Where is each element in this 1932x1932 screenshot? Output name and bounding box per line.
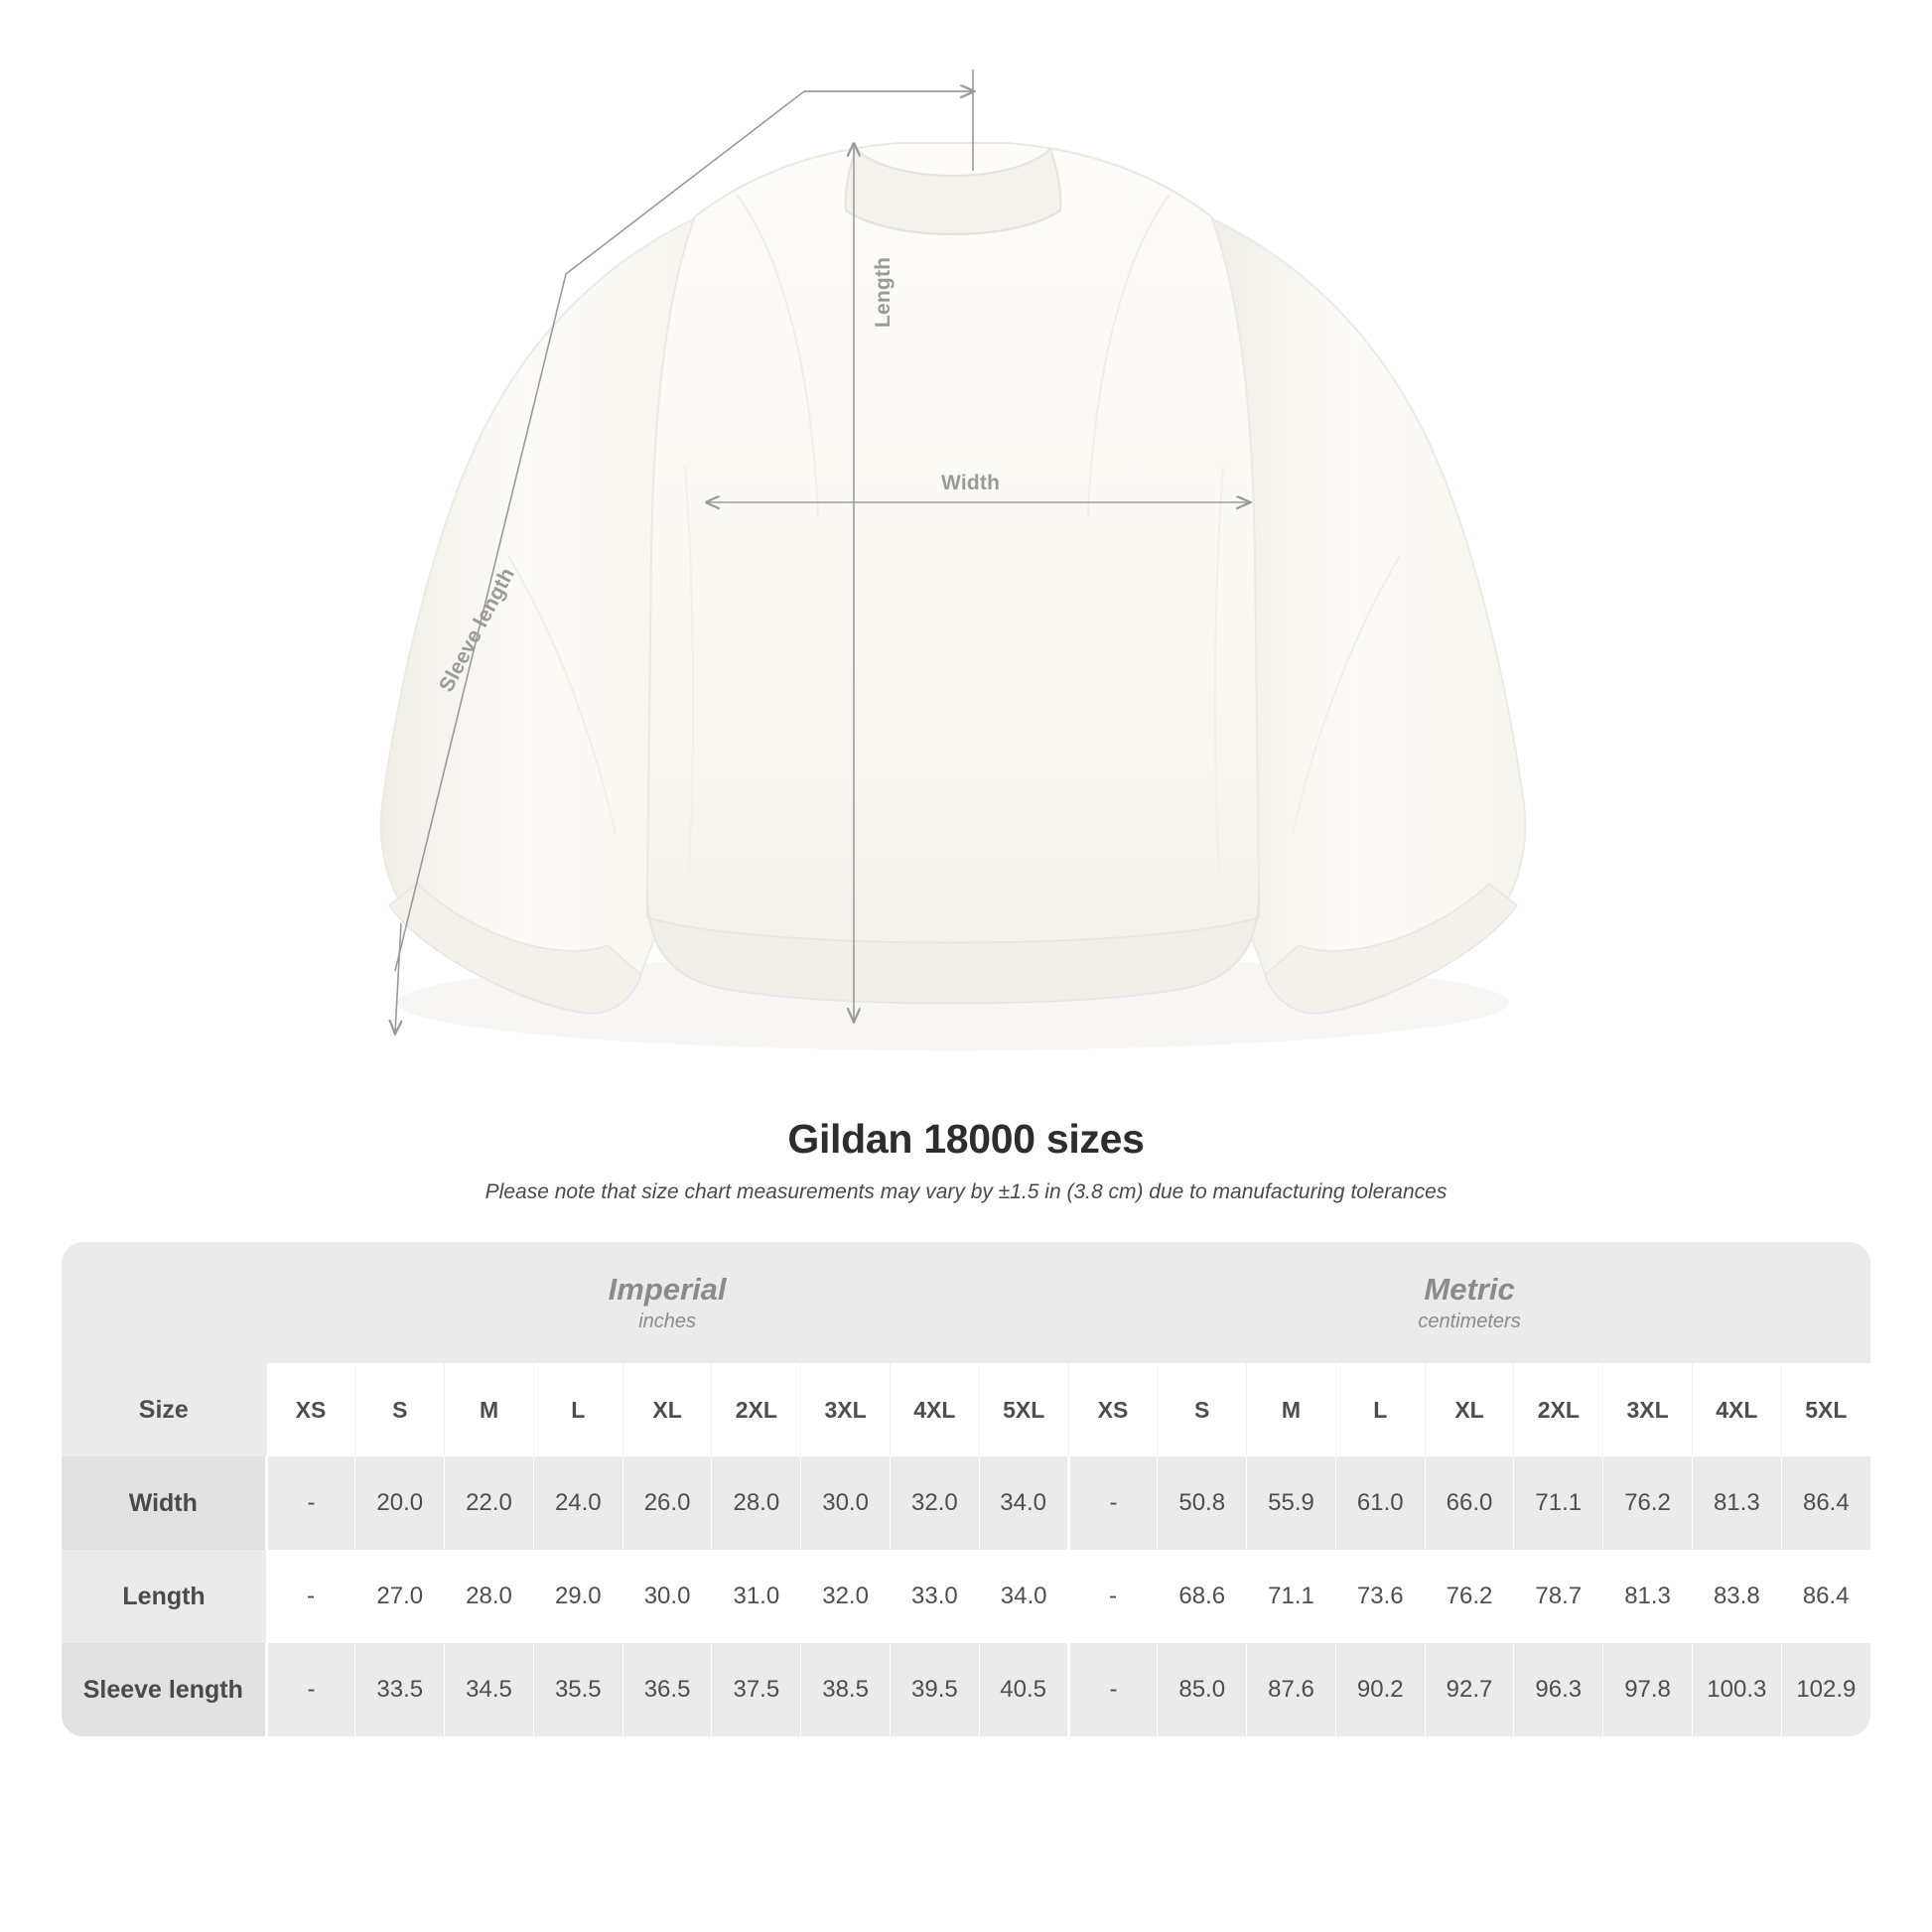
row-label-length: Length (62, 1550, 266, 1643)
size-header-row (62, 1363, 1870, 1456)
cell-length-imperial-xl: 30.0 (622, 1550, 712, 1643)
size-header-metric-4xl: 4XL (1692, 1363, 1781, 1456)
cell-sleeve-imperial-s: 33.5 (355, 1643, 445, 1736)
size-header-imperial-xs: XS (266, 1363, 355, 1456)
cell-width-imperial-xl: 26.0 (622, 1456, 712, 1550)
tolerance-note: Please note that size chart measurements may vary by ±1.5 in (3.8 cm) due to manufacturing tolerances (484, 1180, 1448, 1203)
cell-width-metric-xl: 66.0 (1425, 1456, 1514, 1550)
cell-sleeve-imperial-4xl: 39.5 (890, 1643, 979, 1736)
cell-sleeve-imperial-xs: - (266, 1643, 355, 1736)
row-label-sleeve-length: Sleeve length (62, 1643, 266, 1736)
size-row-label: Size (62, 1363, 266, 1456)
cell-sleeve-metric-xl: 92.7 (1425, 1643, 1514, 1736)
size-header-metric-5xl: 5XL (1781, 1363, 1870, 1456)
cell-length-metric-xs: - (1068, 1550, 1158, 1643)
cell-width-imperial-xs: - (266, 1456, 355, 1550)
cell-length-metric-m: 71.1 (1247, 1550, 1336, 1643)
size-table-container (62, 1242, 1870, 1736)
cell-width-imperial-m: 22.0 (445, 1456, 534, 1550)
cell-sleeve-imperial-2xl: 37.5 (712, 1643, 801, 1736)
size-header-imperial-s: S (355, 1363, 445, 1456)
length-dimension-label: Length (872, 256, 895, 328)
cell-length-metric-xl: 76.2 (1425, 1550, 1514, 1643)
cell-width-imperial-2xl: 28.0 (712, 1456, 801, 1550)
cell-sleeve-imperial-m: 34.5 (445, 1643, 534, 1736)
size-header-metric-s: S (1158, 1363, 1247, 1456)
table-row (62, 1456, 1870, 1550)
cell-sleeve-imperial-l: 35.5 (533, 1643, 622, 1736)
cell-sleeve-metric-4xl: 100.3 (1692, 1643, 1781, 1736)
cell-sleeve-imperial-3xl: 38.5 (801, 1643, 891, 1736)
cell-width-imperial-4xl: 32.0 (890, 1456, 979, 1550)
metric-unit-sub: centimeters (1418, 1311, 1521, 1333)
cell-sleeve-metric-5xl: 102.9 (1781, 1643, 1870, 1736)
cell-length-metric-2xl: 78.7 (1514, 1550, 1603, 1643)
table-row (62, 1550, 1870, 1643)
metric-unit-name: Metric (1424, 1271, 1515, 1307)
unit-header-row (62, 1242, 1870, 1363)
page-title: Gildan 18000 sizes (787, 1116, 1145, 1162)
size-header-imperial-4xl: 4XL (890, 1363, 979, 1456)
cell-length-imperial-3xl: 32.0 (801, 1550, 891, 1643)
cell-width-metric-3xl: 76.2 (1603, 1456, 1693, 1550)
sleeve-length-dimension-label: Sleeve length (435, 564, 520, 696)
imperial-unit-name: Imperial (608, 1271, 727, 1307)
cell-sleeve-imperial-xl: 36.5 (622, 1643, 712, 1736)
cell-width-metric-m: 55.9 (1247, 1456, 1336, 1550)
cell-width-metric-5xl: 86.4 (1781, 1456, 1870, 1550)
cell-width-imperial-5xl: 34.0 (979, 1456, 1068, 1550)
cell-sleeve-metric-xs: - (1068, 1643, 1158, 1736)
cell-width-metric-s: 50.8 (1158, 1456, 1247, 1550)
size-header-imperial-3xl: 3XL (801, 1363, 891, 1456)
cell-length-metric-l: 73.6 (1335, 1550, 1425, 1643)
width-dimension-label: Width (941, 472, 1001, 494)
cell-width-metric-l: 61.0 (1335, 1456, 1425, 1550)
cell-length-metric-5xl: 86.4 (1781, 1550, 1870, 1643)
size-header-metric-2xl: 2XL (1514, 1363, 1603, 1456)
cell-width-metric-xs: - (1068, 1456, 1158, 1550)
cell-sleeve-metric-s: 85.0 (1158, 1643, 1247, 1736)
cell-length-metric-4xl: 83.8 (1692, 1550, 1781, 1643)
row-label-width: Width (62, 1456, 266, 1550)
imperial-unit-header (266, 1242, 1068, 1363)
cell-length-metric-3xl: 81.3 (1603, 1550, 1693, 1643)
cell-length-imperial-5xl: 34.0 (979, 1550, 1068, 1643)
size-header-metric-3xl: 3XL (1603, 1363, 1693, 1456)
cell-length-imperial-m: 28.0 (445, 1550, 534, 1643)
metric-unit-header (1068, 1242, 1870, 1363)
cell-sleeve-metric-3xl: 97.8 (1603, 1643, 1693, 1736)
cell-length-imperial-2xl: 31.0 (712, 1550, 801, 1643)
cell-sleeve-metric-2xl: 96.3 (1514, 1643, 1603, 1736)
size-header-metric-m: M (1247, 1363, 1336, 1456)
cell-length-imperial-4xl: 33.0 (890, 1550, 979, 1643)
cell-length-imperial-l: 29.0 (533, 1550, 622, 1643)
size-table (62, 1242, 1870, 1736)
cell-sleeve-metric-l: 90.2 (1335, 1643, 1425, 1736)
cell-width-imperial-s: 20.0 (355, 1456, 445, 1550)
size-header-imperial-xl: XL (622, 1363, 712, 1456)
size-header-metric-xl: XL (1425, 1363, 1514, 1456)
cell-sleeve-metric-m: 87.6 (1247, 1643, 1336, 1736)
size-header-imperial-5xl: 5XL (979, 1363, 1068, 1456)
imperial-unit-sub: inches (638, 1311, 696, 1333)
size-header-imperial-l: L (533, 1363, 622, 1456)
size-header-metric-xs: XS (1068, 1363, 1158, 1456)
cell-width-metric-2xl: 71.1 (1514, 1456, 1603, 1550)
cell-width-imperial-3xl: 30.0 (801, 1456, 891, 1550)
table-row (62, 1643, 1870, 1736)
cell-length-imperial-s: 27.0 (355, 1550, 445, 1643)
size-header-metric-l: L (1335, 1363, 1425, 1456)
cell-length-metric-s: 68.6 (1158, 1550, 1247, 1643)
cell-width-metric-4xl: 81.3 (1692, 1456, 1781, 1550)
title-block (0, 1116, 1932, 1204)
cell-length-imperial-xs: - (266, 1550, 355, 1643)
cell-sleeve-imperial-5xl: 40.5 (979, 1643, 1068, 1736)
unit-header-spacer (62, 1242, 266, 1363)
cell-width-imperial-l: 24.0 (533, 1456, 622, 1550)
size-header-imperial-m: M (445, 1363, 534, 1456)
size-header-imperial-2xl: 2XL (712, 1363, 801, 1456)
